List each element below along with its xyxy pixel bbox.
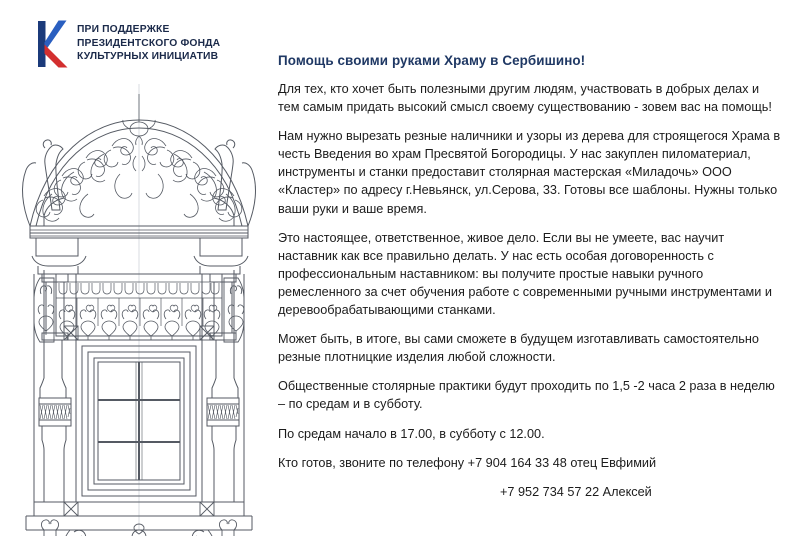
carved-window-frame-illustration xyxy=(8,78,270,536)
logo-line-1: ПРИ ПОДДЕРЖКЕ xyxy=(77,24,170,36)
article-text-column xyxy=(278,52,783,501)
paragraph-contact-secondary: +7 952 734 57 22 Алексей xyxy=(500,484,652,499)
paragraph-3: Это настоящее, ответственное, живое дело. Если вы не умеете, вас научит наставник как все правильно делать. У нас есть особая договоренность с профессиональным наставником: вы получите простые навыки ручного ремесленного за счет обучения работе с современными ручными инструментами и деревообрабатывающими станками. xyxy=(278,230,772,318)
fund-logo-text xyxy=(77,24,220,63)
paragraph-contact-primary: Кто готов, звоните по телефону +7 904 164 33 48 отец Евфимий xyxy=(278,455,657,470)
paragraph-schedule-times: По средам начало в 17.00, в субботу с 12.00. xyxy=(278,426,545,441)
paragraph-2: Нам нужно вырезать резные наличники и узоры из дерева для строящегося Храма в честь Введения во храм Пресвятой Богородицы. У нас закуплен пиломатериал, инструменты и станки предоставит столярная мастерская «Миладочь» ООО «Кластер» по адресу г.Невьянск, ул.Серова, 33. Готовы все шаблоны. Нужны только ваши руки и ваше время. xyxy=(278,129,781,216)
fund-logo-block xyxy=(38,18,258,70)
paragraph-1: Для тех, кто хочет быть полезными другим людям, участвовать в добрых делах и тем самым придать высокий смысл своему существованию - зовем вас на помощь! xyxy=(278,82,772,115)
logo-line-2: ПРЕЗИДЕНТСКОГО ФОНДА xyxy=(77,37,221,49)
presidential-fund-k-logo-icon xyxy=(38,19,68,69)
paragraph-5: Общественные столярные практики будут проходить по 1,5 -2 часа 2 раза в неделю – по средам и в субботу. xyxy=(278,379,775,412)
nalichnik-drawing-svg xyxy=(8,78,270,536)
paragraph-4: Может быть, в итоге, вы сами сможете в будущем изготавливать самостоятельно резные плотницкие изделия любой сложности. xyxy=(278,332,759,365)
article-title: Помощь своими руками Храму в Сербишино! xyxy=(278,53,586,68)
logo-line-3: КУЛЬТУРНЫХ ИНИЦИАТИВ xyxy=(77,51,219,63)
